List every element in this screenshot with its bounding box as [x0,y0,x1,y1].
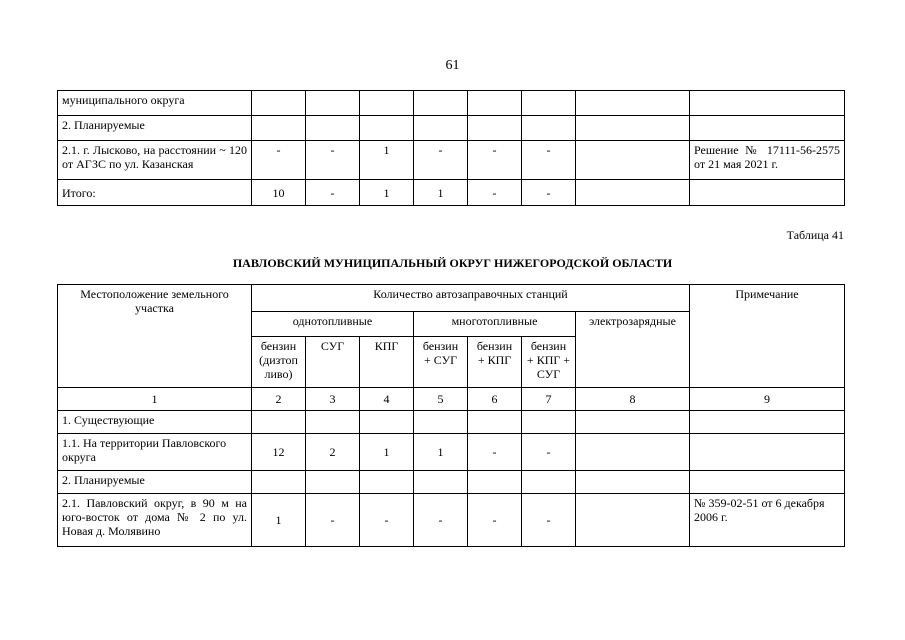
cell-location: Итого: [58,180,252,206]
table-title: ПАВЛОВСКИЙ МУНИЦИПАЛЬНЫЙ ОКРУГ НИЖЕГОРОДСКОЙ ОБЛАСТИ [232,256,673,270]
header-cng: КПГ [360,337,414,388]
cell-location: 2.1. г. Лысково, на расстоянии ~ 120 от АГЗС по ул. Казанская [58,141,252,180]
header-station-count: Количество автозаправочных станций [252,285,690,312]
table-row: 2.1. Павловский округ, в 90 м на юго-восток от дома № 2 по ул. Новая д. Молявино 1 - - - - - № 359-02-51 от 6 декабря 2006 г. [58,494,845,547]
header-lpg: СУГ [306,337,360,388]
header-petrol-lpg: бензин + СУГ [414,337,468,388]
column-number-row: 1 2 3 4 5 6 7 8 9 [58,388,845,411]
header-petrol-cng-lpg: бензин + КПГ + СУГ [522,337,576,388]
table-41 [57,284,845,547]
header-location: Местоположение земельного участка [58,285,252,388]
table-label: Таблица 41 [786,228,844,242]
table-row [58,91,845,116]
cell-location: муниципального округа [58,91,252,116]
header-electric: электрозарядные [576,312,690,388]
header-row [58,285,845,312]
table-row: 1.1. На территории Павловского округа 12 2 1 1 - - [58,434,845,471]
table-row: 2.1. г. Лысково, на расстоянии ~ 120 от АГЗС по ул. Казанская - - 1 - - - Решение № 17111-56-2575 от 21 мая 2021 г. [58,141,845,180]
header-petrol-cng: бензин + КПГ [468,337,522,388]
table-row [58,471,845,494]
header-single-fuel: однотопливные [252,312,414,337]
cell-note: Решение № 17111-56-2575 от 21 мая 2021 г. [690,141,845,180]
cell-location: 1. Существующие [58,411,252,434]
table-40-continuation [57,90,845,206]
cell-note: № 359-02-51 от 6 декабря 2006 г. [690,494,845,547]
header-multi-fuel: многотопливные [414,312,576,337]
header-petrol: бензин (дизтоп ливо) [252,337,306,388]
cell-location: 2. Планируемые [58,116,252,141]
table-row-total: Итого: 10 - 1 1 - - [58,180,845,206]
page-number: 61 [445,58,460,73]
cell-location: 1.1. На территории Павловского округа [58,434,252,471]
cell-location: 2. Планируемые [58,471,252,494]
cell-location: 2.1. Павловский округ, в 90 м на юго-восток от дома № 2 по ул. Новая д. Молявино [58,494,252,547]
table-row [58,116,845,141]
table-row [58,411,845,434]
header-note: Примечание [690,285,845,388]
